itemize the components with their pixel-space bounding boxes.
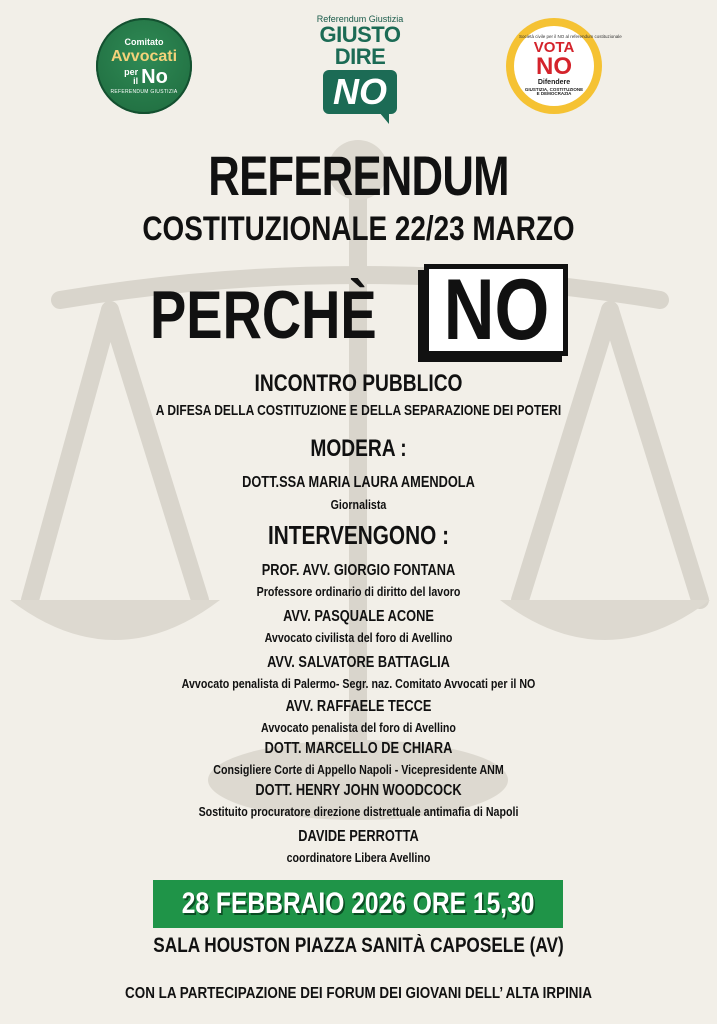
vota-logo-top: Società civile per il NO al referendum costituzionale (519, 34, 622, 40)
speaker-role: Avvocato penalista di Palermo- Segr. naz. Comitato Avvocati per il NO (181, 676, 536, 691)
speaker-name: AVV. PASQUALE ACONE (283, 608, 434, 625)
speaker-name: AVV. RAFFAELE TECCE (285, 698, 432, 715)
comitato-avvocati-logo (96, 18, 192, 114)
event-tagline: A DIFESA DELLA COSTITUZIONE E DELLA SEPARAZIONE DEI POTERI (155, 402, 562, 419)
giusto-logo-no: NO (333, 71, 387, 112)
giusto-logo-line2: DIRE (334, 44, 386, 69)
vota-logo-bottom: GIUSTIZIA, COSTITUZIONE E DEMOCRAZIA (524, 86, 584, 97)
speakers-heading: INTERVENGONO : (267, 520, 450, 550)
no-box (424, 264, 568, 356)
perche-no-row (0, 262, 717, 362)
giusto-logo-line1: GIUSTO (319, 22, 401, 47)
speaker-name: AVV. SALVATORE BATTAGLIA (267, 654, 450, 671)
speaker-name: DOTT. MARCELLO DE CHIARA (264, 740, 453, 757)
speaker-role: Sostituito procuratore direzione distrettuale antimafia di Napoli (198, 804, 519, 819)
moderator-heading: MODERA : (310, 435, 407, 462)
subtitle-costituzionale: COSTITUZIONALE 22/23 MARZO (142, 210, 575, 248)
event-date-bar (153, 880, 563, 928)
no-text: NO (443, 262, 549, 358)
moderator-role: Giornalista (330, 497, 387, 512)
speaker-name: DAVIDE PERROTTA (298, 828, 419, 845)
vota-logo-difendere: Difendere (537, 78, 571, 86)
speaker-role: Consigliere Corte di Appello Napoli - Vicepresidente ANM (213, 762, 504, 777)
speech-bubble-icon (323, 70, 397, 114)
speaker-role: Avvocato civilista del foro di Avellino (264, 630, 453, 645)
comitato-logo-small: Comitato (124, 36, 164, 47)
speaker-role: Avvocato penalista del foro di Avellino (261, 720, 456, 735)
speaker-name: DOTT. HENRY JOHN WOODCOCK (255, 782, 462, 799)
moderator-name: DOTT.SSA MARIA LAURA AMENDOLA (242, 474, 475, 491)
vota-logo-no: NO (536, 52, 572, 80)
speaker-name: PROF. AVV. GIORGIO FONTANA (261, 562, 456, 579)
event-type: INCONTRO PUBBLICO (254, 370, 463, 397)
event-date: 28 FEBBRAIO 2026 ORE 15,30 (181, 887, 535, 920)
comitato-logo-no: No (141, 65, 168, 88)
comitato-logo-row (120, 67, 168, 87)
speaker-role: Professore ordinario di diritto del lavoro (256, 584, 461, 599)
comitato-logo-big: Avvocati (110, 47, 178, 65)
title-referendum: REFERENDUM (208, 144, 509, 207)
vota-logo-vota: VOTA (533, 38, 575, 56)
giusto-logo-small: Referendum Giustizia (316, 14, 404, 24)
comitato-logo-sub: REFERENDUM GIUSTIZIA (110, 88, 178, 95)
comitato-logo-per: per il (124, 66, 139, 86)
footer-participation: CON LA PARTECIPAZIONE DEI FORUM DEI GIOVANI DELL’ ALTA IRPINIA (125, 985, 592, 1002)
speaker-role: coordinatore Libera Avellino (286, 850, 431, 865)
event-venue: SALA HOUSTON PIAZZA SANITÀ CAPOSELE (AV) (153, 934, 564, 957)
giusto-dire-no-logo (310, 14, 410, 126)
perche-text: PERCHÈ (150, 277, 377, 353)
vota-no-logo-inner (514, 26, 622, 106)
vota-no-logo (506, 18, 622, 114)
